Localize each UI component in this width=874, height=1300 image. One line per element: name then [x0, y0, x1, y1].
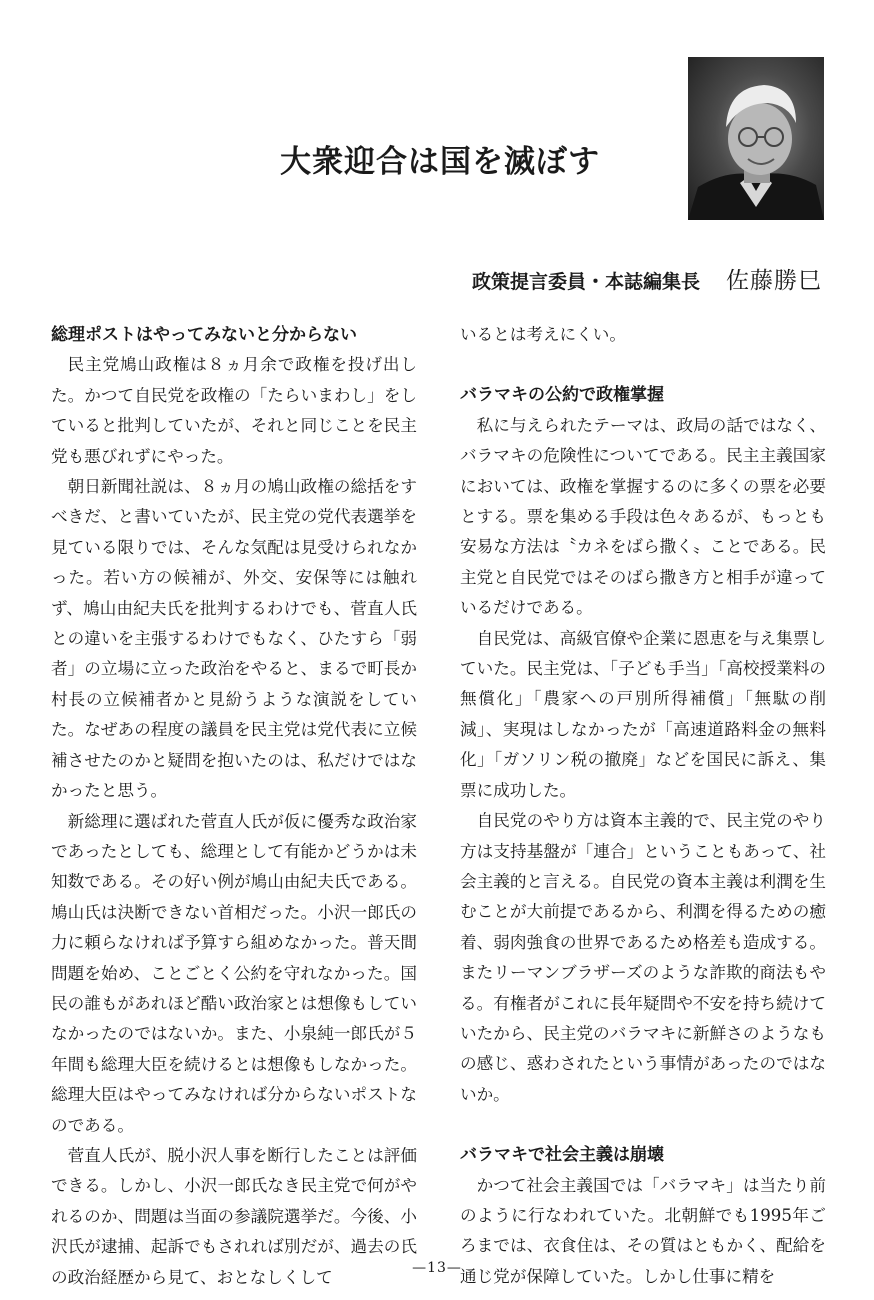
right-column: [460, 320, 826, 1292]
paragraph: 民主党鳩山政権は８ヵ月余で政権を投げ出した。かつて自民党を政権の「たらいまわし」をしていると批判していたが、それと同じことを民主党も悪びれずにやった。: [51, 355, 417, 466]
page-number: —13—: [412, 1260, 462, 1276]
author-name: 佐藤勝巳: [726, 268, 822, 294]
paragraph: 新総理に選ばれた菅直人氏が仮に優秀な政治家であったとしても、総理として有能かどうかは未知数である。その好い例が鳩山由紀夫氏である。鳩山氏は決断できない首相だった。小沢一郎氏の力に頼らなければ予算すら組めなかった。普天間問題を始め、ことごとく公約を守れなかった。国民の誰もがあれほど酷い政治家とは想像もしていなかったのではないか。また、小泉純一郎氏が５年間も総理大臣を続けるとは想像もしなかった。総理大臣はやってみなければ分からないポストなのである。: [51, 811, 417, 1135]
paragraph: かつて社会主義国では「バラマキ」は当たり前のように行なわれていた。北朝鮮でも1995年ごろまでは、衣食住は、その質はともかく、配給を通じ党が保障していた。しかし仕事に精を: [460, 1175, 826, 1286]
author-byline: [472, 262, 822, 295]
article-title: 大衆迎合は国を滅ぼす: [280, 144, 600, 180]
left-column: [51, 320, 417, 1293]
section-heading-2: バラマキの公約で政権掌握: [460, 385, 664, 406]
section-heading-1: 総理ポストはやってみないと分からない: [51, 325, 357, 345]
paragraph: 朝日新聞社説は、８ヵ月の鳩山政権の総括をすべきだ、と書いていたが、民主党の党代表選挙を見ている限りでは、そんな気配は見受けられなかった。若い方の候補が、外交、安保等には触れず、鳩山由紀夫氏を批判するわけでも、菅直人氏との違いを主張するわけでもなく、ひたすら「弱者」の立場に立った政治をやると、まるで町長か村長の立候補者かと見紛うような演説をしていた。なぜあの程度の議員を民主党は党代表に立候補させたのかと疑問を抱いたのは、私だけではなかったと思う。: [51, 477, 417, 801]
section-heading-3: バラマキで社会主義は崩壊: [460, 1145, 664, 1166]
paragraph-continuation: いるとは考えにくい。: [460, 325, 626, 344]
paragraph: 菅直人氏が、脱小沢人事を断行したことは評価できる。しかし、小沢一郎氏なき民主党で何がやれるのか、問題は当面の参議院選挙だ。今後、小沢氏が逮捕、起訴でもされれば別だが、過去の氏の政治経歴から見て、おとなしくして: [51, 1145, 417, 1287]
paragraph: 私に与えられたテーマは、政局の話ではなく、バラマキの危険性についてである。民主主義国家においては、政権を掌握するのに多くの票を必要とする。票を集める手段は色々あるが、もっとも安易な方法は〝カネをばら撒く〟ことである。民主党と自民党ではそのばら撒き方と相手が違っているだけである。: [460, 415, 826, 618]
author-role: 政策提言委員・本誌編集長: [471, 271, 700, 293]
paragraph: 自民党は、高級官僚や企業に恩恵を与え集票していた。民主党は、「子ども手当」「高校授業料の無償化」「農家への戸別所得補償」「無駄の削減」、実現はしなかったが「高速道路料金の無料化」「ガソリン税の撤廃」などを国民に訴え、集票に成功した。: [460, 628, 826, 800]
author-photo: [688, 57, 824, 220]
paragraph: 自民党のやり方は資本主義的で、民主党のやり方は支持基盤が「連合」ということもあって、社会主義的と言える。自民党の資本主義は利潤を生むことが大前提であるから、利潤を得るための癒着、弱肉強食の世界であるため格差も造成する。またリーマンブラザーズのような詐欺的商法もやる。有権者がこれに長年疑問や不安を持ち続けていたから、民主党のバラマキに新鮮さのようなもの感じ、惑わされたという事情があったのではないか。: [460, 811, 826, 1104]
